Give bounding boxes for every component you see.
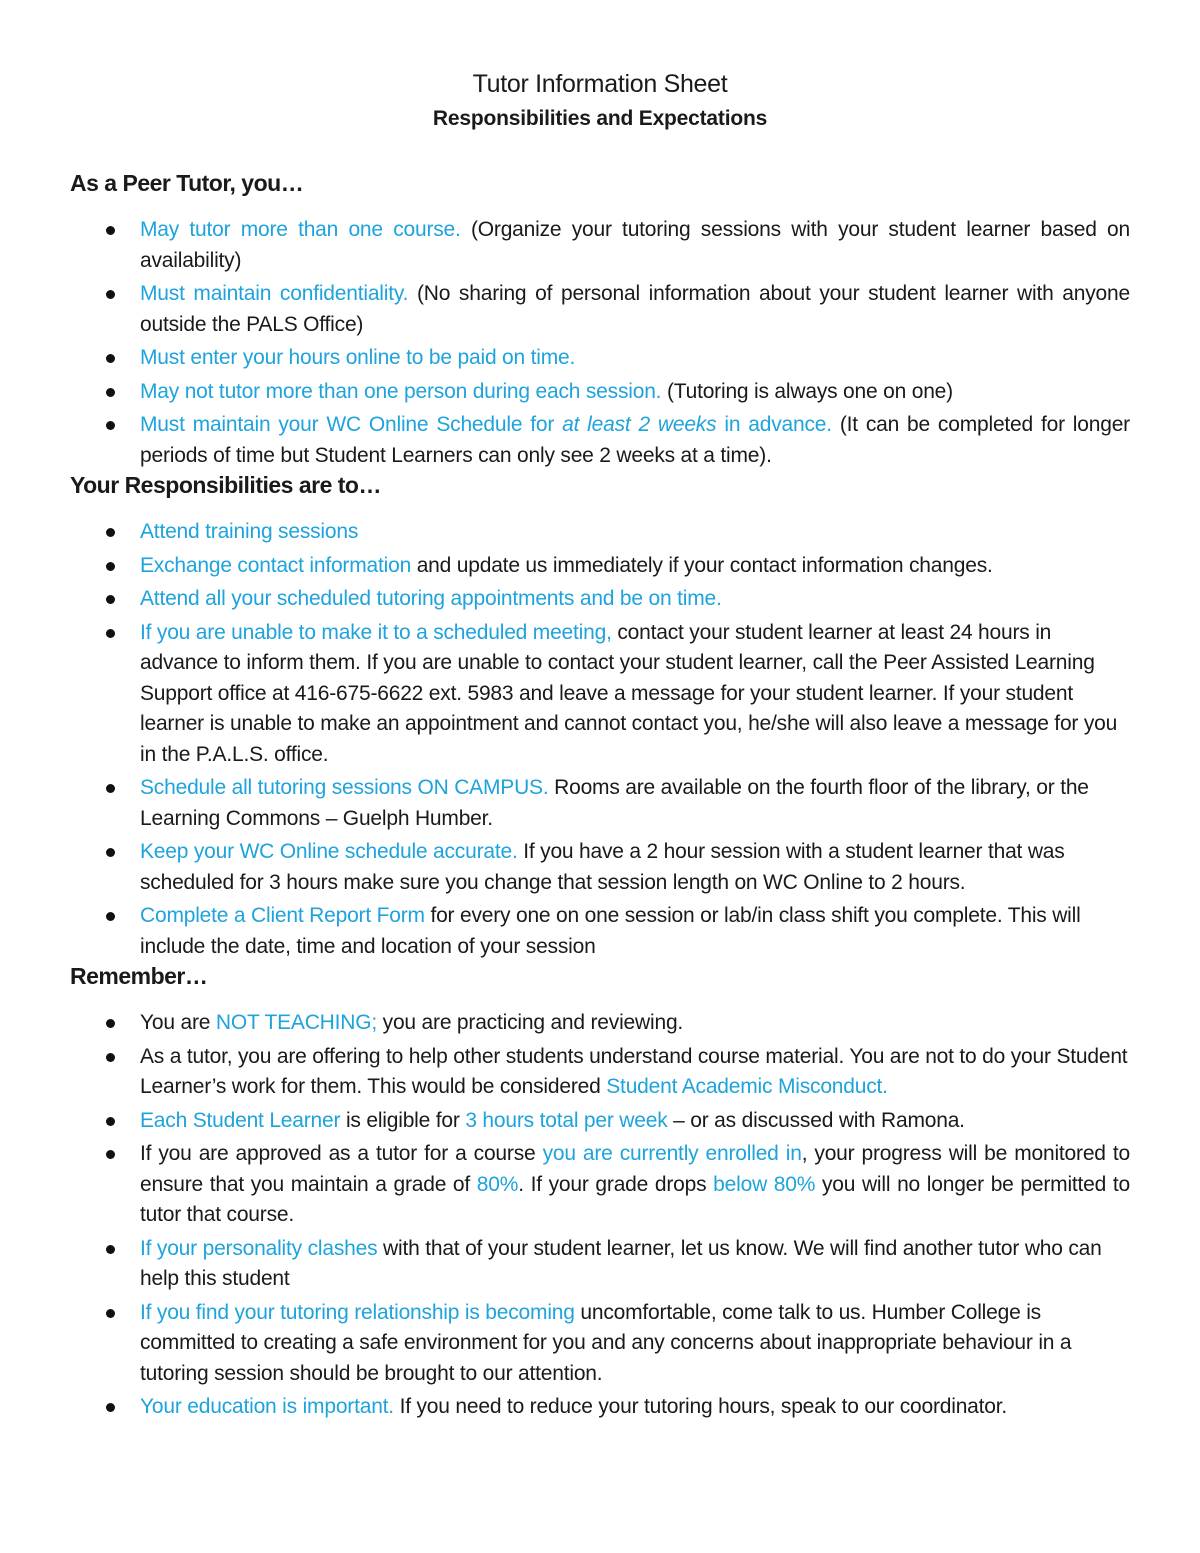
bullet-icon (106, 1053, 115, 1062)
list-item (0, 773, 1200, 834)
body-text: If you have a 2 hour session with a student learner that was scheduled for 3 hours make sure you change that session length on WC Online to 2 hours. (140, 840, 1065, 894)
bullet-icon (106, 226, 115, 235)
highlight-text: If you find your tutoring relationship is becoming (140, 1300, 575, 1324)
section-heading-peer-tutor: As a Peer Tutor, you… (70, 170, 304, 196)
list-item (0, 279, 1200, 340)
list-item (0, 1008, 1200, 1039)
list-item (0, 215, 1200, 276)
bullet-icon (106, 1150, 115, 1159)
section-heading-responsibilities: Your Responsibilities are to… (70, 472, 381, 498)
body-text: – or as discussed with Ramona. (667, 1108, 965, 1132)
highlight-text: Attend training sessions (140, 520, 359, 543)
bullet-icon (106, 354, 115, 363)
highlight-text: Must maintain confidentiality. (140, 282, 409, 305)
list-item (0, 584, 1200, 615)
highlight-text: below 80% (713, 1172, 816, 1196)
list-item (0, 377, 1200, 408)
highlight-text: NOT TEACHING; (215, 1011, 378, 1034)
list-item (0, 1042, 1200, 1103)
bullet-icon (106, 1403, 115, 1412)
highlight-text: Must maintain your WC Online Schedule for (140, 413, 563, 436)
bullet-icon (106, 1019, 115, 1028)
list-item (0, 1139, 1200, 1231)
body-text: You are (140, 1011, 216, 1034)
list-item (0, 1392, 1200, 1423)
list-item (0, 901, 1200, 962)
highlight-text: you are currently enrolled in (542, 1142, 802, 1165)
body-text: you will no longer be permitted to tutor that course. (140, 1172, 1131, 1226)
body-text: (It can be completed for longer periods of time but Student Learners can only see 2 weeks at a time). (140, 413, 1130, 467)
bullet-icon (106, 629, 115, 638)
body-text: (Tutoring is always one on one) (661, 379, 953, 403)
highlight-text: Keep your WC Online schedule accurate. (140, 840, 518, 863)
bullet-icon (106, 528, 115, 537)
body-text: you are practicing and reviewing. (377, 1011, 684, 1034)
bullet-icon (106, 784, 115, 793)
highlight-text: Your education is important. (140, 1395, 394, 1418)
bullet-icon (106, 595, 115, 604)
body-text: (Organize your tutoring sessions with your student learner based on availability) (140, 218, 1130, 272)
highlight-text: 3 hours total per week (465, 1108, 668, 1132)
list-item (0, 551, 1200, 582)
list-item (0, 343, 1200, 374)
section-heading-remember: Remember… (70, 963, 208, 989)
highlight-text: Student Academic Misconduct. (606, 1075, 888, 1098)
list-item (0, 618, 1200, 771)
bullet-icon (106, 1245, 115, 1254)
body-text: is eligible for (340, 1108, 466, 1132)
highlight-text: in advance. (716, 413, 832, 436)
bullet-icon (106, 421, 115, 430)
highlight-text: Schedule all tutoring sessions ON CAMPUS. (140, 776, 549, 799)
highlight-text: Must enter your hours online to be paid on time. (140, 346, 576, 369)
highlight-text: If you are unable to make it to a scheduled meeting, (140, 620, 612, 644)
bullet-icon (106, 912, 115, 921)
bullet-icon (106, 1309, 115, 1318)
responsibilities-list (0, 517, 1200, 965)
body-text: (No sharing of personal information about your student learner with anyone outside the PALS Office) (140, 282, 1130, 336)
body-text: If you are approved as a tutor for a course (140, 1142, 543, 1165)
highlight-text: Complete a Client Report Form (140, 904, 425, 927)
bullet-icon (106, 388, 115, 397)
highlight-text: May tutor more than one course. (140, 218, 461, 241)
bullet-icon (106, 562, 115, 571)
body-text: If you need to reduce your tutoring hours, speak to our coordinator. (393, 1395, 1008, 1418)
highlight-italic-text: at least 2 weeks (562, 413, 717, 436)
page-subtitle: Responsibilities and Expectations (432, 107, 768, 130)
list-item (0, 1234, 1200, 1295)
highlight-text: Each Student Learner (140, 1108, 341, 1132)
page-title: Tutor Information Sheet (472, 70, 728, 98)
highlight-text: 80% (476, 1172, 519, 1196)
list-item (0, 410, 1200, 471)
body-text: contact your student learner at least 24 hours in advance to inform them. If you are unable to contact your student learner, call the Peer Assisted Learning Support office at 416-675-6622 ext. 5983 and leave a message for your student learner. If your student learner is unable to make an appointment and cannot contact you, he/she will also leave a message for you in the P.A.L.S. office. (140, 620, 1118, 766)
list-item (0, 837, 1200, 898)
highlight-text: Attend all your scheduled tutoring appointments and be on time. (140, 587, 722, 610)
highlight-text: Exchange contact information (140, 553, 412, 577)
body-text: Rooms are available on the fourth floor of the library, or the Learning Commons – Guelph Humber. (140, 776, 1089, 830)
body-text: As a tutor, you are offering to help other students understand course material. You are not to do your Student Learner’s work for them. This would be considered (140, 1044, 1128, 1098)
list-item (0, 1106, 1200, 1137)
body-text: with that of your student learner, let us know. We will find another tutor who can help this student (140, 1236, 1102, 1290)
bullet-icon (106, 1117, 115, 1126)
body-text: and update us immediately if your contact information changes. (411, 553, 993, 577)
body-text: , your progress will be monitored to ensure that you maintain a grade of (140, 1142, 1130, 1196)
highlight-text: If your personality clashes (140, 1236, 378, 1260)
remember-list (0, 1008, 1200, 1426)
body-text: uncomfortable, come talk to us. Humber College is committed to creating a safe environment for you and any concerns about inappropriate behaviour in a tutoring session should be brought to our attention. (140, 1300, 1072, 1385)
list-item (0, 1298, 1200, 1390)
peer-tutor-list (0, 215, 1200, 474)
highlight-text: May not tutor more than one person during each session. (140, 379, 662, 403)
list-item (0, 517, 1200, 548)
body-text: . If your grade drops (518, 1172, 714, 1196)
bullet-icon (106, 290, 115, 299)
bullet-icon (106, 848, 115, 857)
body-text: for every one on one session or lab/in class shift you complete. This will include the date, time and location of your session (140, 904, 1081, 958)
